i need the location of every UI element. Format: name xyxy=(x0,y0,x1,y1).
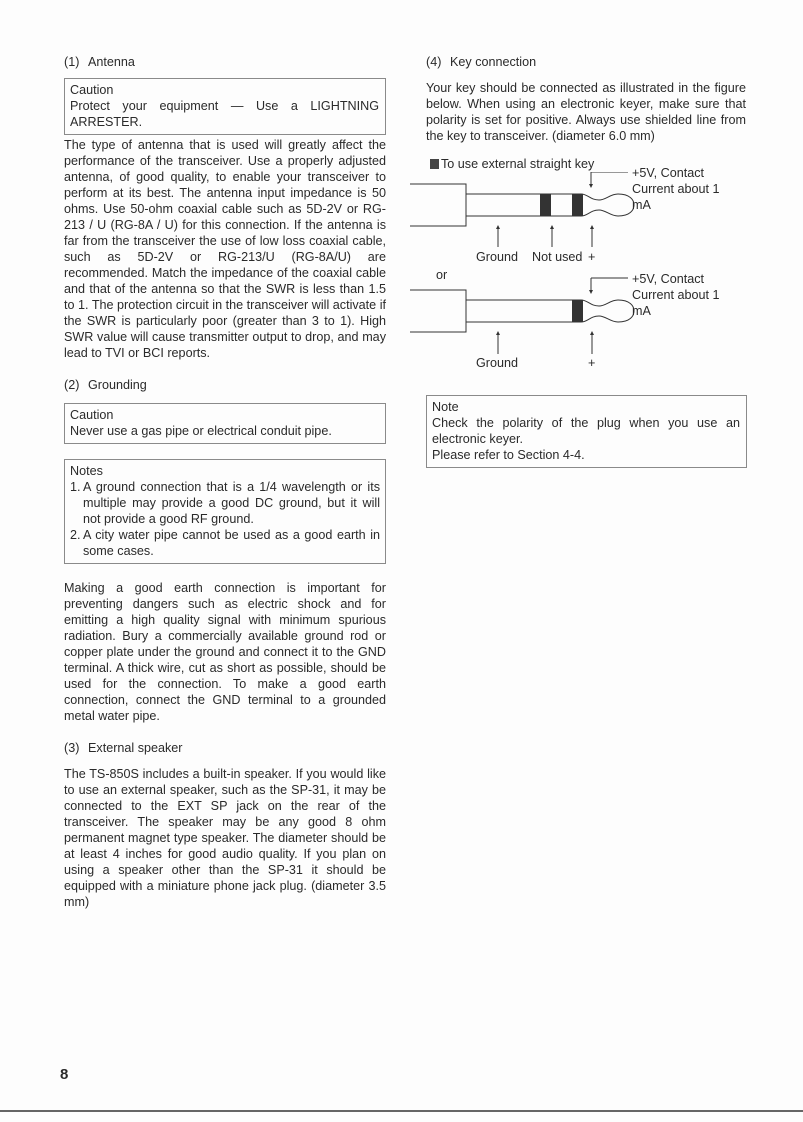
plug-2-plus-label: + xyxy=(588,356,596,370)
arrowhead xyxy=(550,225,554,229)
plug-2-tip-label xyxy=(632,271,720,319)
plug-2-insulator-ring xyxy=(572,300,583,322)
caution-box-grounding xyxy=(64,403,386,444)
plug-2-two-conductor xyxy=(410,278,634,354)
plug-1-not-used-label: Not used xyxy=(532,250,583,264)
section-title-text: Antenna xyxy=(88,55,135,69)
caution-text: Protect your equipment — Use a LIGHTNING ARRESTER. xyxy=(70,99,379,129)
bottom-rule-divider xyxy=(0,1110,803,1112)
notes-list xyxy=(70,479,380,559)
plug-2-body xyxy=(410,290,466,332)
tip-label-line: mA xyxy=(632,198,651,212)
antenna-paragraph: The type of antenna that is used will greatly affect the performance of the transceiver. Use a properly adjusted antenna, of good quality, to enable your transceiver to perform at its best. The antenna input impedance is 50 ohms. Use 50-ohm coaxial cable such as 5D-2V or RG-213 / U (RG-8A / U) for this connection. If the antenna is far from the transceiver the use of low loss coaxial cable, such as 5D-2V or RG-213/U (RG-8A/U) are recommended. Match the impedance of the coaxial cable and that of the antenna so that the SWR is less than 1.5 to 1. The protection circuit in the transceiver will activate if the SWR is particularly poor (greater than 3 to 1). High SWR value will cause transmitter output to drop, and may lead to TVI or BCI reports. xyxy=(64,138,386,360)
note-text: Check the polarity of the plug when you use an electronic keyer. xyxy=(432,416,740,446)
note-heading: Note xyxy=(432,400,459,414)
section-antenna-title xyxy=(64,54,386,70)
note-item xyxy=(70,479,380,527)
section-title-text: Key connection xyxy=(450,55,537,69)
arrowhead xyxy=(496,331,500,335)
page-number: 8 xyxy=(60,1066,69,1083)
tip-label-line: mA xyxy=(632,304,651,318)
figure-caption-text: To use external straight key xyxy=(441,157,595,171)
section-speaker-title xyxy=(64,740,386,756)
arrowhead xyxy=(590,331,594,335)
plug-1-three-conductor xyxy=(410,172,634,247)
notes-heading: Notes xyxy=(70,464,103,478)
note-text: A city water pipe cannot be used as a good earth in some cases. xyxy=(83,528,380,558)
note-number: 2. xyxy=(70,528,81,542)
plug-2-tip xyxy=(581,300,634,322)
section-title-text: External speaker xyxy=(88,741,183,755)
arrowhead xyxy=(589,290,593,294)
note-item xyxy=(70,527,380,559)
arrowhead xyxy=(496,225,500,229)
square-bullet-icon xyxy=(430,159,439,169)
plug-1-ground-label: Ground xyxy=(476,250,519,264)
plug-1-insulator-ring-2 xyxy=(572,194,583,216)
tip-label-line: +5V, Contact xyxy=(632,272,705,286)
tip-label-line: Current about 1 xyxy=(632,288,720,302)
plug-1-body xyxy=(410,184,466,226)
right-column xyxy=(426,54,746,468)
caution-heading: Caution xyxy=(70,408,114,422)
notes-box-grounding xyxy=(64,459,386,564)
section-number: (3) xyxy=(64,741,80,755)
section-number: (2) xyxy=(64,378,80,392)
grounding-paragraph: Making a good earth connection is important for preventing dangers such as electric shock and for emitting a high quality signal with minimum spurious radiation. Bury a commercially available ground rod or copper plate under the ground and connect it to the GND terminal. A thick wire, cut as short as possible, should be used for the connection. To make a good earth connection, connect the GND terminal to a grounded metal water pipe. xyxy=(64,581,386,723)
caution-text: Never use a gas pipe or electrical conduit pipe. xyxy=(70,424,332,438)
plug-2-ground-label: Ground xyxy=(476,356,519,370)
speaker-paragraph: The TS-850S includes a built-in speaker. If you would like to use an external speaker, such as the SP-31, it may be connected to the EXT SP jack on the rear of the transceiver. The speaker may be any good 8 ohm permanent magnet type speaker. The diameter should be at least 4 inches for good audio quality. If you plan on using a speaker other than the SP-31 it should be equipped with a miniature phone jack plug. (diameter 3.5 mm) xyxy=(64,767,386,909)
arrowhead xyxy=(589,184,593,188)
note-number: 1. xyxy=(70,480,81,494)
tip-label-line: +5V, Contact xyxy=(632,166,705,180)
section-title-text: Grounding xyxy=(88,378,147,392)
key-paragraph: Your key should be connected as illustrated in the figure below. When using an electronic keyer, make sure that polarity is set for positive. Always use shielded line from the key to transceiver. (diameter 6.0 mm) xyxy=(426,81,746,143)
section-key-title xyxy=(426,54,746,70)
plug-1-tip xyxy=(581,194,634,216)
note-text: A ground connection that is a 1/4 wavelength or its multiple may provide a good DC ground, but it will not provide a good RF ground. xyxy=(83,480,380,526)
plug-1-insulator-ring-1 xyxy=(540,194,551,216)
left-column xyxy=(64,54,386,910)
plug-1-tip-label xyxy=(632,165,720,213)
note-box-key xyxy=(426,395,747,468)
tip-label-line: Current about 1 xyxy=(632,182,720,196)
note-reference: Please refer to Section 4-4. xyxy=(432,448,585,462)
section-number: (4) xyxy=(426,55,442,69)
key-plug-diagram xyxy=(410,166,750,397)
caution-heading: Caution xyxy=(70,83,114,97)
plug-1-plus-label: + xyxy=(588,250,596,264)
section-grounding-title xyxy=(64,377,386,393)
arrowhead xyxy=(590,225,594,229)
caution-box-antenna xyxy=(64,78,386,135)
or-label: or xyxy=(436,268,448,282)
section-number: (1) xyxy=(64,55,80,69)
